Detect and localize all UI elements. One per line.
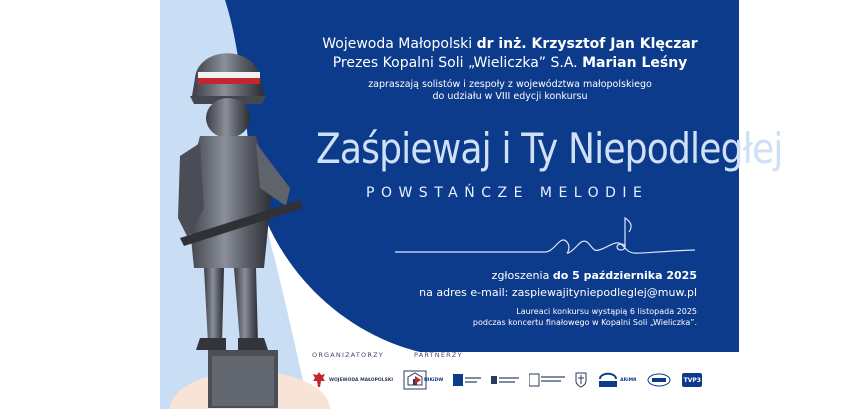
invitation-line-1: zapraszają solistów i zespoły z województwa małopolskiego [368,79,652,90]
organizer-wojewoda-name: WOJEWODA MAŁOPOLSKI [329,377,394,383]
deadline-line [492,269,697,282]
partner-nikidw-name: NIKiDW [424,377,444,383]
arimr-logo-icon [597,370,619,390]
partner-arimr-name: ARiMR [620,377,637,383]
partner-nikidw-logo [414,369,443,391]
email-line: na adres e-mail: zaspiewajityniepodleglej@muw.pl [419,286,697,299]
president-line [300,55,720,71]
finale-note-line-1: Laureaci konkursu wystąpią 6 listopada 2025 [516,307,697,316]
contest-subtitle: POWSTAŃCZE MELODIE [366,185,649,201]
eagle-emblem-icon [312,371,326,389]
partner-tvp-logo [681,369,701,391]
partner-logo-7 [647,369,671,391]
partner-arimr-logo [597,369,636,391]
deadline-date: do 5 października 2025 [552,269,697,282]
president-title: Prezes Kopalni Soli „Wieliczka” S.A. [332,55,578,71]
deadline-prefix: zgłoszenia [491,269,550,282]
finale-note-line-2: podczas koncertu finałowego w Kopalni Soli „Wieliczka”. [472,318,697,327]
governor-name: dr inż. Krzysztof Jan Klęczar [476,36,698,52]
partner-crest-logo [575,369,587,391]
partner-logo-icon [529,372,565,388]
partners-logos [414,368,711,392]
partners-label: PARTNERZY [414,351,463,359]
partner-logo-4 [529,369,565,391]
contest-title: Zaśpiewaj i Ty Niepodległej [316,124,783,173]
partner-logo-3 [491,369,519,391]
partner-tvp-name: TVP3 [683,376,701,384]
partner-logo-icon [491,373,519,387]
nikidw-logo-icon [414,375,422,385]
invitation-line-2: do udziału w VIII edycji konkursu [432,91,588,102]
president-name: Marian Leśny [582,55,688,71]
governor-title: Wojewoda Małopolski [322,36,473,52]
partner-logo-icon [453,373,481,387]
organizers-label: ORGANIZATORZY [312,351,384,359]
statue-little-insurgent-image [160,38,310,408]
partner-logo-icon [647,372,671,388]
crest-logo-icon [575,372,587,388]
governor-line [300,36,720,52]
organizer-wojewoda-logo [312,369,393,391]
partner-logo-2 [453,369,481,391]
invitation-text [330,79,690,103]
melody-line-icon [395,212,695,262]
